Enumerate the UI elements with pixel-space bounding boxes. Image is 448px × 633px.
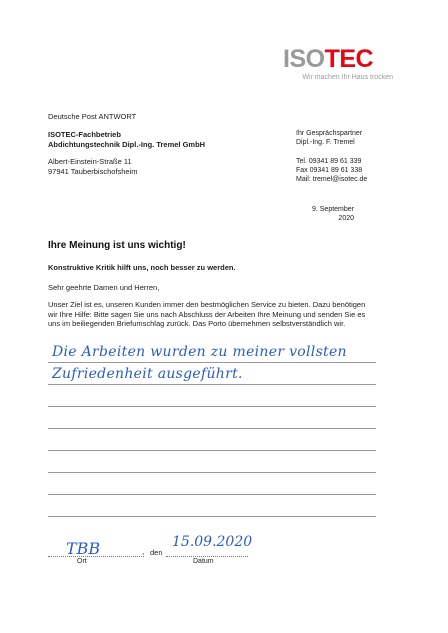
den-label: den — [150, 548, 163, 557]
place-label: Ort — [77, 558, 87, 565]
body-text: Unser Ziel ist es, unseren Kunden immer den bestmöglichen Service zu bieten. Dazu benötigen wir Ihre Hilfe: Bitte sagen Sie uns nach Abschluss der Arbeiten Ihre Meinung und senden Sie es uns im beiliegenden Briefumschlag zurück. Das Porto übernehmen selbstverständlich wir. — [48, 300, 366, 328]
contact-fax: Fax 09341 89 61 338 — [296, 167, 363, 174]
feedback-line — [48, 494, 376, 495]
logo-iso: ISO — [283, 45, 325, 73]
address-street: Albert-Einstein-Straße 11 — [48, 157, 132, 166]
contact-mail: Mail: tremel@isotec.de — [296, 176, 368, 183]
page-title: Ihre Meinung ist uns wichtig! — [48, 240, 186, 251]
recipient-line1: ISOTEC-Fachbetrieb — [48, 130, 121, 139]
subheading: Konstruktive Kritik hilft uns, noch besser zu werden. — [48, 263, 236, 272]
date-value: 15.09.2020 — [172, 534, 253, 550]
feedback-line — [48, 472, 376, 473]
feedback-line — [48, 384, 376, 385]
recipient-line2: Abdichtungstechnik Dipl.-Ing. Tremel GmbH — [48, 140, 206, 149]
date-label: Datum — [193, 558, 214, 565]
contact-block — [296, 129, 406, 184]
feedback-line — [48, 406, 376, 407]
recipient-block — [48, 130, 268, 150]
contact-name: Dipl.-Ing. F. Tremel — [296, 139, 355, 146]
place-value: TBB — [66, 539, 101, 558]
feedback-line — [48, 362, 376, 363]
contact-label: Ihr Gesprächspartner — [296, 130, 363, 137]
letter-date: 9. September 2020 — [311, 206, 354, 222]
feedback-line — [48, 450, 376, 451]
sender-line: Deutsche Post ANTWORT — [48, 112, 137, 121]
contact-tel: Tel. 09341 89 61 339 — [296, 158, 362, 165]
handwritten-line2: Zufriedenheit ausgeführt. — [52, 366, 243, 382]
salutation: Sehr geehrte Damen und Herren, — [48, 283, 160, 292]
feedback-line — [48, 428, 376, 429]
place-dotted-line — [48, 556, 144, 557]
logo-tec: TEC — [324, 45, 374, 73]
handwritten-line1: Die Arbeiten wurden zu meiner vollsten — [52, 344, 347, 360]
logo-wordmark — [283, 47, 393, 72]
logo-tagline: Wir machen Ihr Haus trocken — [302, 74, 393, 81]
address-block — [48, 157, 138, 177]
date-dotted-line — [166, 556, 248, 557]
feedback-line — [48, 516, 376, 517]
address-city: 97941 Tauberbischofsheim — [48, 167, 138, 176]
isotec-logo — [283, 47, 393, 81]
